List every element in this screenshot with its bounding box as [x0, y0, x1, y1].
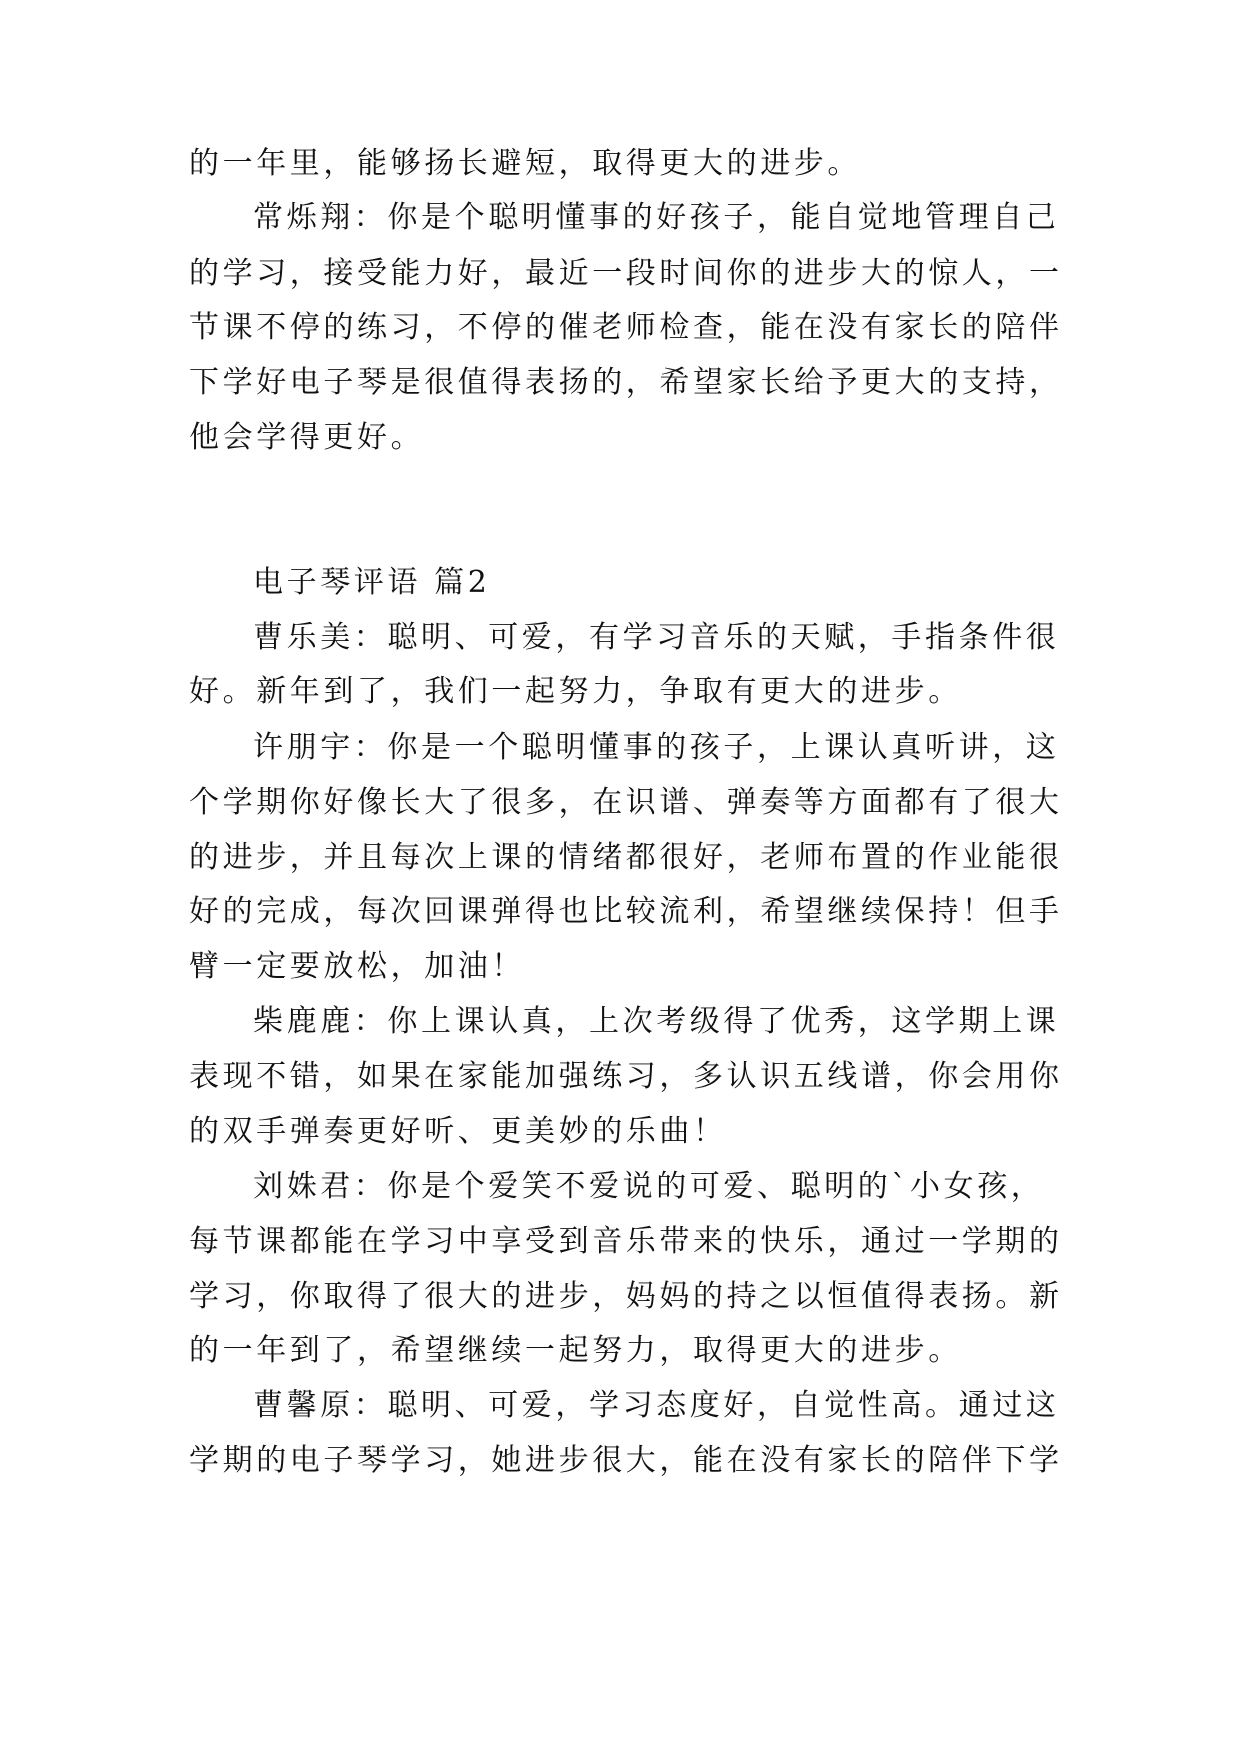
- paragraph-first-line: 许朋宇：你是一个聪明懂事的孩子，上课认真听讲，这: [253, 730, 1060, 765]
- text-line: 好的完成，每次回课弹得也比较流利，希望继续保持！但手: [189, 894, 1063, 929]
- paragraph-first-line: 曹馨原：聪明、可爱，学习态度好，自觉性高。通过这: [253, 1388, 1060, 1423]
- text-line: 学期的电子琴学习，她进步很大，能在没有家长的陪伴下学: [189, 1443, 1063, 1478]
- text-line: 个学期你好像长大了很多，在识谱、弹奏等方面都有了很大: [189, 785, 1063, 820]
- text-line: 臂一定要放松，加油！: [189, 949, 525, 984]
- paragraph-first-line: 柴鹿鹿：你上课认真，上次考级得了优秀，这学期上课: [253, 1004, 1060, 1039]
- text-line: 每节课都能在学习中享受到音乐带来的快乐，通过一学期的: [189, 1224, 1063, 1259]
- section-heading: 电子琴评语 篇2: [253, 565, 491, 600]
- text-line: 学习，你取得了很大的进步，妈妈的持之以恒值得表扬。新: [189, 1279, 1063, 1314]
- text-line: 的一年里，能够扬长避短，取得更大的进步。: [189, 146, 861, 181]
- text-line: 的进步，并且每次上课的情绪都很好，老师布置的作业能很: [189, 840, 1063, 875]
- paragraph-first-line: 曹乐美：聪明、可爱，有学习音乐的天赋，手指条件很: [253, 620, 1060, 655]
- text-line: 他会学得更好。: [189, 420, 425, 455]
- text-line: 的学习，接受能力好，最近一段时间你的进步大的惊人，一: [189, 256, 1063, 291]
- paragraph-first-line: 常烁翔：你是个聪明懂事的好孩子，能自觉地管理自己: [253, 200, 1060, 235]
- text-line: 好。新年到了，我们一起努力，争取有更大的进步。: [189, 674, 962, 709]
- text-line: 表现不错，如果在家能加强练习，多认识五线谱，你会用你: [189, 1059, 1063, 1094]
- text-line: 的双手弹奏更好听、更美妙的乐曲！: [189, 1114, 727, 1149]
- text-line: 下学好电子琴是很值得表扬的，希望家长给予更大的支持，: [189, 365, 1063, 400]
- paragraph-first-line: 刘姝君：你是个爱笑不爱说的可爱、聪明的`小女孩，: [253, 1169, 1045, 1204]
- text-line: 节课不停的练习，不停的催老师检查，能在没有家长的陪伴: [189, 310, 1063, 345]
- text-line: 的一年到了，希望继续一起努力，取得更大的进步。: [189, 1333, 962, 1368]
